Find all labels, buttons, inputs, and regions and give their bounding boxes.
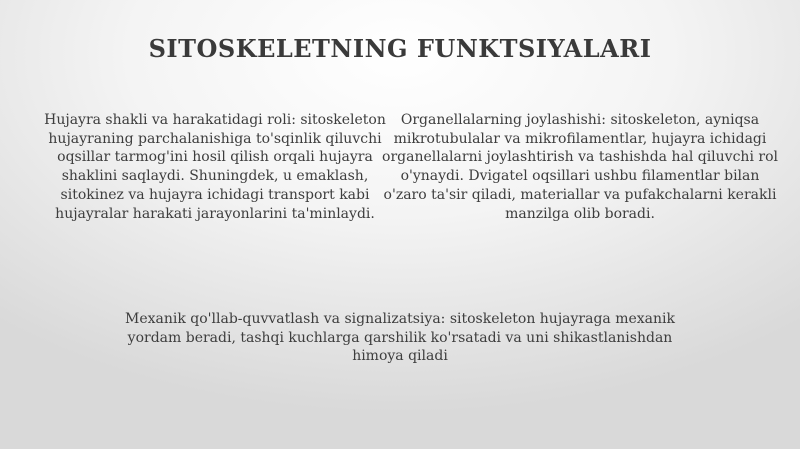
- text-block-organelle-positioning: Organellalarning joylashishi: sitoskeleton, ayniqsa mikrotubulalar va mikrofilamentlar, hujayra ichidagi organellalarni joylashtirish va tashishda hal qiluvchi rol o'ynaydi. Dvigatel oqsillari ushbu filamentlar bilan o'zaro ta'sir qiladi, materiallar va pufakchalarni kerakli manzilga olib boradi.: [382, 112, 778, 222]
- text-block-mechanical-support: Mexanik qo'llab-quvvatlash va signalizatsiya: sitoskeleton hujayraga mexanik yordam beradi, tashqi kuchlarga qarshilik ko'rsatadi va uni shikastlanishdan himoya qiladi: [124, 311, 675, 365]
- text-block-cell-shape: Hujayra shakli va harakatidagi roli: sitoskeleton hujayraning parchalanishiga to'sqinlik qiluvchi oqsillar tarmog'ini hosil qilish orqali hujayra shaklini saqlaydi. Shuningdek, u emaklash, sitokinez va hujayra ichidagi transport kabi hujayralar harakati jarayonlarini ta'minlaydi.: [44, 112, 386, 222]
- slide-title: SITOSKELETNING FUNKTSIYALARI: [148, 34, 652, 63]
